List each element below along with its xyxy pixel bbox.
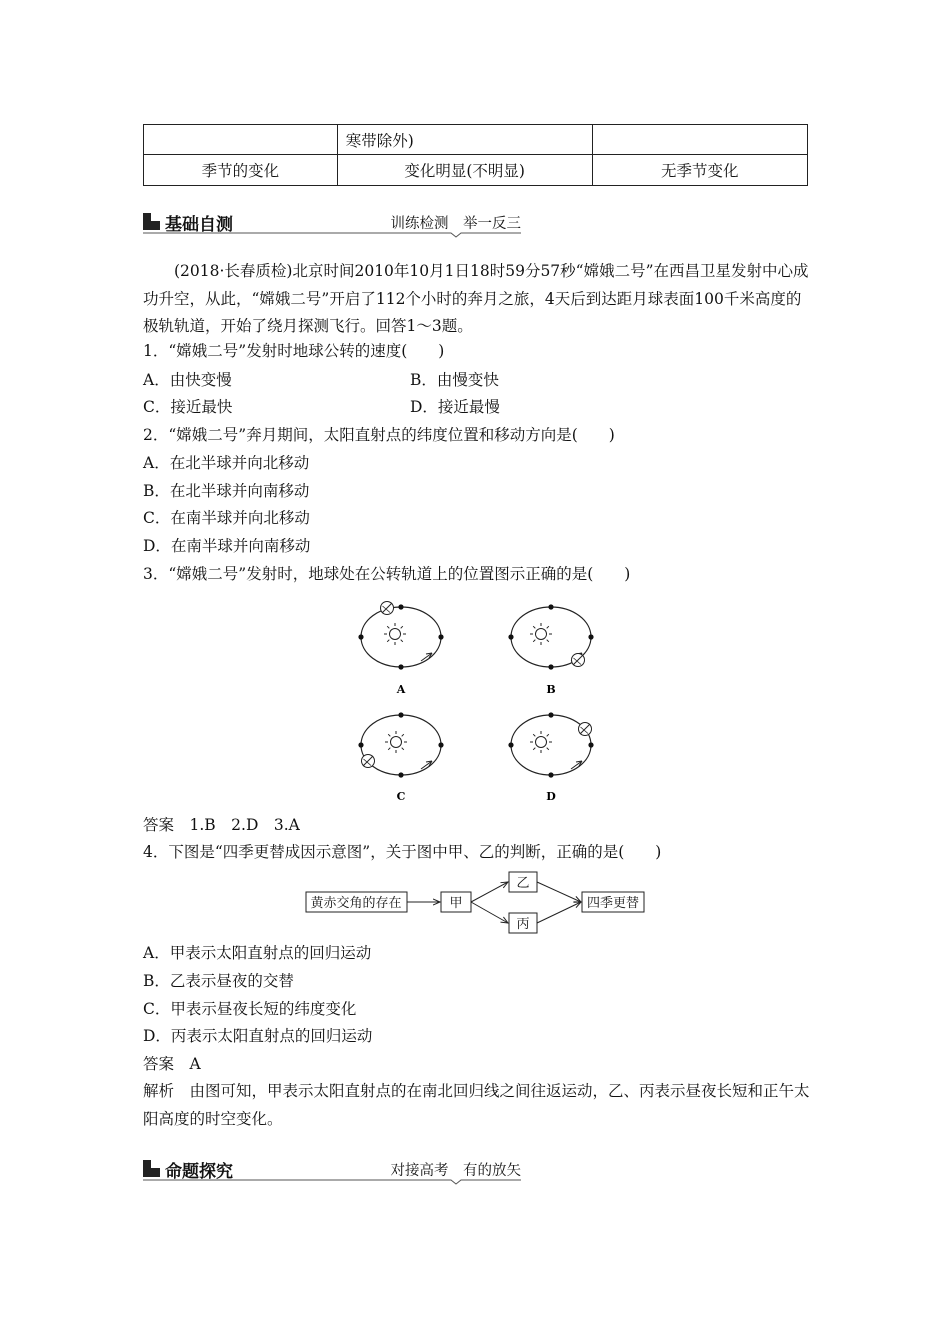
orbit-label-c: C — [396, 790, 406, 803]
q4-option-d: D．丙表示太阳直射点的回归运动 — [143, 1027, 373, 1045]
flow-box-cause: 黄赤交角的存在 — [310, 896, 402, 911]
section-marker-icon — [143, 1160, 160, 1177]
q2-option-c: C．在南半球并向北移动 — [143, 509, 310, 527]
orbit-diagram-a — [358, 602, 443, 670]
q1-option-c: C．接近最快 — [143, 398, 233, 416]
section-title: 命题探究 — [165, 1162, 233, 1182]
section-underline — [143, 230, 521, 238]
summary-table — [143, 124, 808, 186]
question-2-stem: 2．“嫦娥二号”奔月期间，太阳直射点的纬度位置和移动方向是( ) — [143, 426, 615, 444]
orbit-diagrams — [340, 595, 620, 810]
q1-option-a: A．由快变慢 — [143, 371, 232, 389]
table-cell — [592, 125, 807, 155]
section-header-basic — [143, 210, 521, 236]
question-4-stem: 4．下图是“四季更替成因示意图”，关于图中甲、乙的判断，正确的是( ) — [143, 843, 662, 861]
q4-option-a: A．甲表示太阳直射点的回归运动 — [143, 944, 372, 962]
section-title: 基础自测 — [165, 215, 233, 235]
orbit-diagram-c — [358, 712, 443, 777]
q1-option-b: B．由慢变快 — [410, 371, 499, 389]
section-underline — [143, 1177, 521, 1185]
q4-option-c: C．甲表示昼夜长短的纬度变化 — [143, 1000, 357, 1018]
section-marker-icon — [143, 213, 160, 230]
orbit-diagram-b — [508, 604, 593, 669]
orbit-diagram-d — [508, 712, 593, 777]
flow-box-result: 四季更替 — [586, 896, 640, 911]
flow-box-bing: 丙 — [516, 917, 530, 932]
table-cell: 季节的变化 — [144, 155, 338, 186]
table-cell — [144, 125, 338, 155]
answer-4: 答案 A — [143, 1055, 201, 1073]
answer-1-3: 答案 1.B 2.D 3.A — [143, 816, 300, 834]
table-cell: 变化明显(不明显) — [337, 155, 592, 186]
section-subtitle: 训练检测 举一反三 — [390, 216, 521, 232]
table-cell: 无季节变化 — [592, 155, 807, 186]
section-header-exploration — [143, 1157, 521, 1183]
orbit-label-a: A — [396, 683, 406, 696]
flow-diagram — [300, 866, 660, 938]
q2-option-b: B．在北半球并向南移动 — [143, 482, 310, 500]
question-1-stem: 1．“嫦娥二号”发射时地球公转的速度( ) — [143, 342, 445, 360]
orbit-label-b: B — [546, 683, 556, 696]
q1-option-d: D．接近最慢 — [410, 398, 500, 416]
orbit-label-d: D — [546, 790, 556, 803]
intro-paragraph: (2018·长春质检)北京时间2010年10月1日18时59分57秒“嫦娥二号”在西昌卫星发射中心成功升空，从此，“嫦娥二号”开启了112个小时的奔月之旅，4天后到达距月球表面100千米高度的极轨轨道，开始了绕月探测飞行。回答1～3题。 — [143, 262, 809, 335]
section-subtitle: 对接高考 有的放矢 — [390, 1163, 521, 1179]
flow-box-yi: 乙 — [516, 876, 530, 891]
analysis-paragraph: 解析 由图可知，甲表示太阳直射点的在南北回归线之间往返运动，乙、丙表示昼夜长短和正午太阳高度的时空变化。 — [143, 1082, 810, 1128]
q2-option-d: D．在南半球并向南移动 — [143, 537, 311, 555]
question-3-stem: 3．“嫦娥二号”发射时，地球处在公转轨道上的位置图示正确的是( ) — [143, 565, 631, 583]
flow-box-jia: 甲 — [449, 896, 463, 911]
q2-option-a: A．在北半球并向北移动 — [143, 454, 310, 472]
table-cell: 寒带除外) — [337, 125, 592, 155]
q4-option-b: B．乙表示昼夜的交替 — [143, 972, 294, 990]
